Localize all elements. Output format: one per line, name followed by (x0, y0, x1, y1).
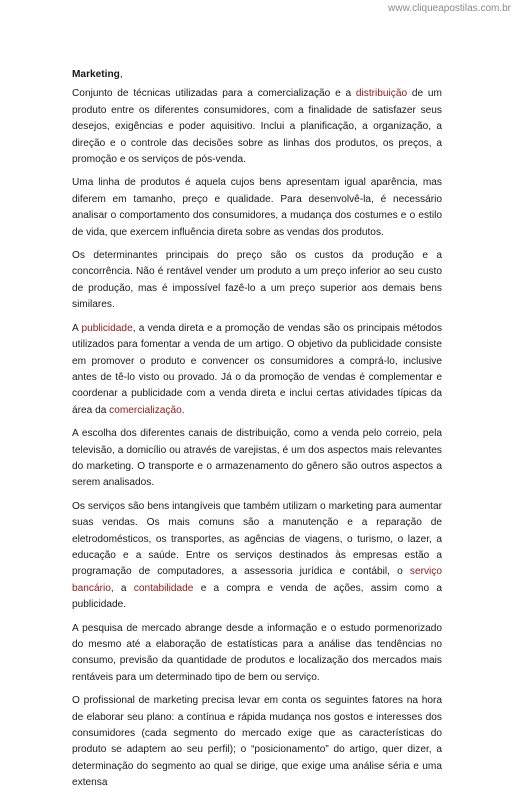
text-run: , a venda direta e a promoção de vendas são os principais métodos utilizados para fomentar a venda de um artigo. O objetivo da publicidade consiste em promover o produto e convencer os consumidores a comprá-lo, inclusive antes de tê-lo visto ou provado. Já o da promoção de vendas é complementar e coordenar a publicidade com a venda direta e inclui certas atividades típicas da área da (72, 322, 443, 416)
text-run: , a (110, 582, 134, 594)
site-url: www.cliqueapostilas.com.br (388, 3, 511, 14)
document-title (72, 67, 442, 83)
text-run: A (72, 322, 82, 334)
document-body (72, 67, 442, 799)
text-run: Conjunto de técnicas utilizadas para a comercialização e a (72, 88, 356, 100)
paragraph-5: A escolha dos diferentes canais de distribuição, como a venda pelo correio, pela televisão, a domicílio ou através de varejistas, é um dos aspectos mais relevantes do marketing. O transporte e o armazenamento do gênero são outros aspectos a serem analisados. (72, 428, 442, 489)
title-text: Marketing (72, 69, 120, 80)
link-publicidade[interactable]: publicidade (81, 322, 133, 334)
paragraph-4 (72, 321, 442, 419)
paragraph-1 (72, 86, 442, 168)
text-run: . (181, 404, 185, 416)
link-comercializacao[interactable]: comercialização (109, 404, 182, 416)
link-servico-bancario[interactable]: serviço bancário (72, 566, 442, 594)
text-run: de um produto entre os diferentes consumidores, com a finalidade de satisfazer seus desejos, exigências e poder aquisitivo. Inclui a planificação, a organização, a direção e o controle das decisões sobre as linhas dos produtos, os preços, a promoção e os serviços de pós-venda. (72, 88, 442, 166)
paragraph-2: Uma linha de produtos é aquela cujos bens apresentam igual aparência, mas diferem em tamanho, preço e qualidade. Para desenvolvê-la, é necessário analisar o comportamento dos consumidores, a mudança dos costumes e o estilo de vida, que exercem influência direta sobre as vendas dos produtos. (72, 177, 442, 238)
text-run: e a compra e venda de ações, assim como a publicidade. (72, 582, 442, 611)
paragraph-6 (72, 499, 442, 614)
title-suffix: , (119, 69, 123, 80)
text-run: Os serviços são bens intangíveis que também utilizam o marketing para aumentar suas vendas. Os mais comuns são a manutenção e a reparação de eletrodomésticos, os transportes, as agências de viagens, o turismo, o lazer, a educação e a saúde. Entre os serviços destinados às empresas estão a programação de computadores, a assessoria jurídica e contábil, o (72, 500, 442, 578)
paragraph-3: Os determinantes principais do preço são os custos da produção e a concorrência. Não é rentável vender um produto a um preço inferior ao seu custo de produção, mas é impossível fazê-lo a um preço superior aos demais bens similares. (72, 250, 442, 311)
paragraph-7: A pesquisa de mercado abrange desde a informação e o estudo pormenorizado do mesmo até a elaboração de estatísticas para a análise das tendências no consumo, previsão da quantidade de produtos e localização dos mercados mais rentáveis para um determinado tipo de bem ou serviço. (72, 622, 442, 683)
paragraph-8: O profissional de marketing precisa levar em conta os seguintes fatores na hora de elaborar seu plano: a contínua e rápida mudança nos gostos e interesses dos consumidores (cada segmento do mercado exige que as características do produto se adaptem ao seu perfil); o “posicionamento” do artigo, quer dizer, a determinação do segmento ao qual se dirige, que exige uma análise séria e uma extensa (72, 695, 442, 789)
link-distribuicao[interactable]: distribuição (355, 88, 408, 100)
link-contabilidade[interactable]: contabilidade (133, 582, 194, 594)
